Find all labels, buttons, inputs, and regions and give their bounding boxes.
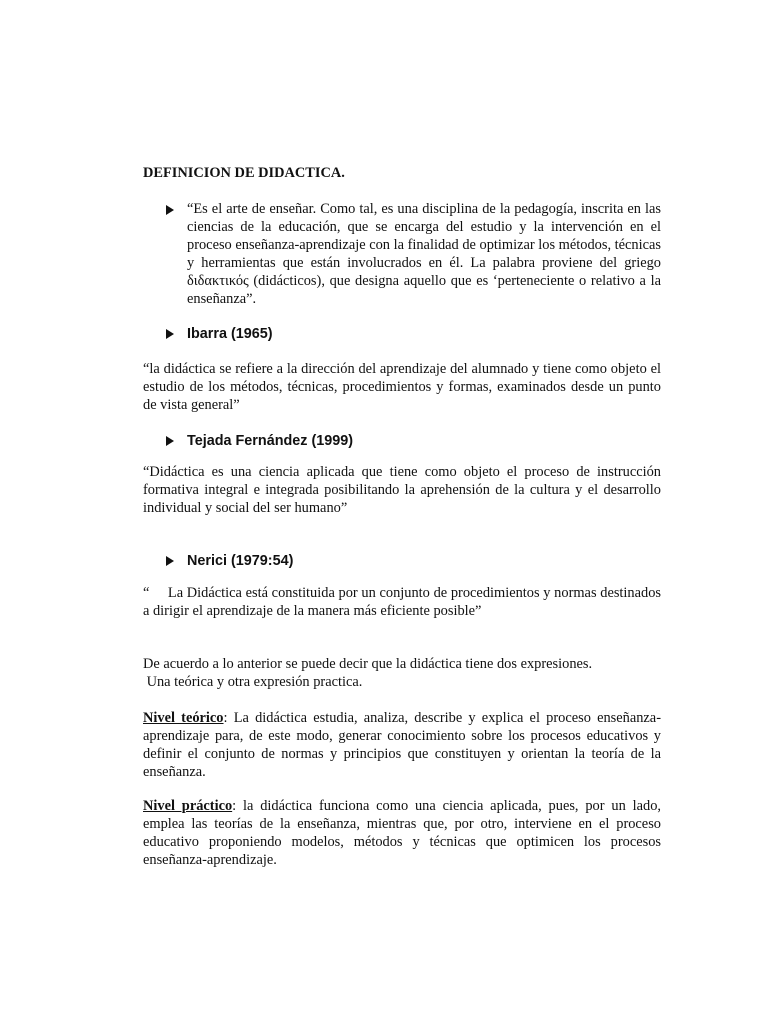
arrowhead-bullet-icon: [166, 556, 174, 566]
intro-quote: “Es el arte de enseñar. Como tal, es una disciplina de la pedagogía, inscrita en las ciencias de la educación, que se encarga del estudio y la intervención en el proceso enseñanza-aprendizaje con la finalidad de optimizar los métodos, técnicas y herramientas que están involucrados en él. La palabra proviene del griego διδακτικός (didácticos), que designa aquello que es ‘perteneciente o relativo a la enseñanza”.: [187, 201, 661, 307]
author-heading-ibarra: Ibarra (1965): [187, 326, 273, 342]
author-quote-nerici: “ La Didáctica está constituida por un conjunto de procedimientos y normas destinados a dirigir el aprendizaje de la manera más eficiente posible”: [143, 585, 665, 619]
arrowhead-bullet-icon: [166, 205, 174, 215]
nivel-practico-text: : la didáctica funciona como una ciencia aplicada, pues, por un lado, emplea las teorías de la enseñanza, mientras que, por otro, interviene en el proceso educativo proponiendo modelos, métodos y técnicas que optimicen los procesos enseñanza-aprendizaje.: [143, 798, 661, 868]
nivel-teorico-paragraph: [143, 709, 661, 781]
document-title: DEFINICION DE DIDACTICA.: [143, 165, 345, 181]
conclusion-line-1: De acuerdo a lo anterior se puede decir que la didáctica tiene dos expresiones.: [143, 656, 593, 672]
arrowhead-bullet-icon: [166, 436, 174, 446]
arrowhead-bullet-icon: [166, 329, 174, 339]
author-quote-ibarra: “la didáctica se refiere a la dirección del aprendizaje del alumnado y tiene como objeto el estudio de los métodos, técnicas, procedimientos y formas, examinados desde un punto de vista general”: [143, 361, 661, 413]
author-heading-tejada: Tejada Fernández (1999): [187, 433, 354, 449]
author-quote-tejada: “Didáctica es una ciencia aplicada que tiene como objeto el proceso de instrucción formativa integral e integrada posibilitando la aprehensión de la cultura y el desarrollo individual y social del ser humano”: [143, 464, 661, 516]
nivel-practico-paragraph: [143, 797, 661, 869]
nivel-teorico-text: : La didáctica estudia, analiza, describe y explica el proceso enseñanza-aprendizaje para, de este modo, generar conocimiento sobre los procesos educativos y definir el conjunto de normas y principios que constituyen y orientan la teoría de la enseñanza.: [143, 710, 661, 780]
author-heading-nerici: Nerici (1979:54): [187, 553, 294, 569]
nivel-practico-label: Nivel práctico: [143, 798, 233, 814]
conclusion-line-2: Una teórica y otra expresión practica.: [143, 674, 363, 690]
nivel-teorico-label: Nivel teórico: [143, 710, 224, 726]
